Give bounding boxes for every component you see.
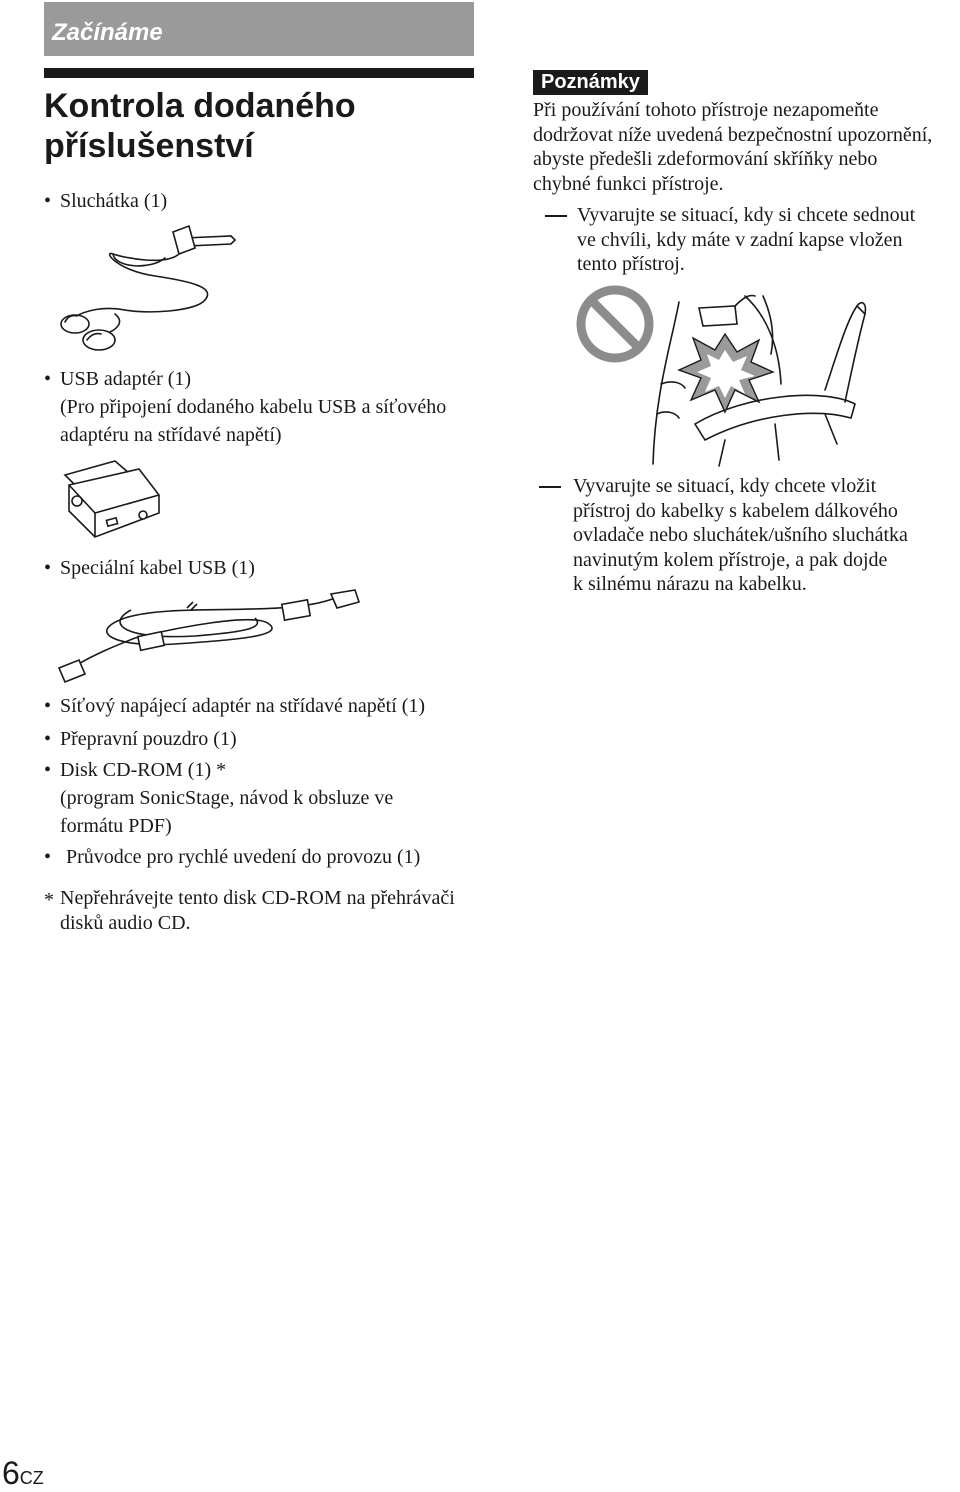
warning-bag-impact: Vyvarujte se situací, kdy chcete vložit přístroj do kabelky s kabelem dálkového ovladače nebo sluchátek/ušního sluchátka navinutým kolem přístroje, a pak dojde k silnému nárazu na kabelku.	[533, 474, 953, 597]
section-tab-label: Začínáme	[52, 19, 163, 46]
headphones-illustration	[55, 218, 255, 358]
footnote: * Nepřehrávejte tento disk CD-ROM na přehrávači disků audio CD.	[44, 887, 455, 934]
list-item-usb-adapter: • USB adaptér (1) (Pro připojení dodaného kabelu USB a síťového adaptéru na střídavé napětí)	[44, 368, 447, 446]
page-title: Kontrola dodaného příslušenství	[44, 87, 356, 165]
list-item-cd-rom: • Disk CD-ROM (1) * (program SonicStage, návod k obsluze ve formátu PDF)	[44, 759, 394, 837]
section-tab	[44, 2, 474, 56]
list-item-quick-guide: • Průvodce pro rychlé uvedení do provozu (1)	[44, 846, 421, 868]
dash-marker	[545, 215, 567, 217]
notes-label: Poznámky	[533, 70, 648, 95]
notes-intro: Při používání tohoto přístroje nezapomeňte dodržovat níže uvedená bezpečnostní upozornění, abyste předešli zdeformování skříňky nebo chybné funkci přístroje.	[533, 99, 933, 195]
warning-sit-down: Vyvarujte se situací, kdy si chcete sednout ve chvíli, kdy máte v zadní kapse vložen tento přístroj.	[533, 203, 953, 277]
list-item-headphones: • Sluchátka (1)	[44, 190, 168, 212]
header-rule	[44, 68, 474, 78]
usb-cable-illustration	[55, 588, 365, 688]
prohibit-icon	[581, 290, 649, 358]
list-item-usb-cable: • Speciální kabel USB (1)	[44, 557, 255, 579]
dash-marker	[539, 486, 561, 488]
impact-burst-icon	[679, 334, 773, 412]
page-number: 6CZ	[2, 1455, 44, 1491]
prohibited-sitting-illustration	[575, 284, 875, 469]
list-item-ac-adapter: • Síťový napájecí adaptér na střídavé napětí (1)	[44, 695, 426, 717]
list-item-carrying-case: • Přepravní pouzdro (1)	[44, 728, 237, 750]
usb-adapter-illustration	[55, 455, 165, 545]
